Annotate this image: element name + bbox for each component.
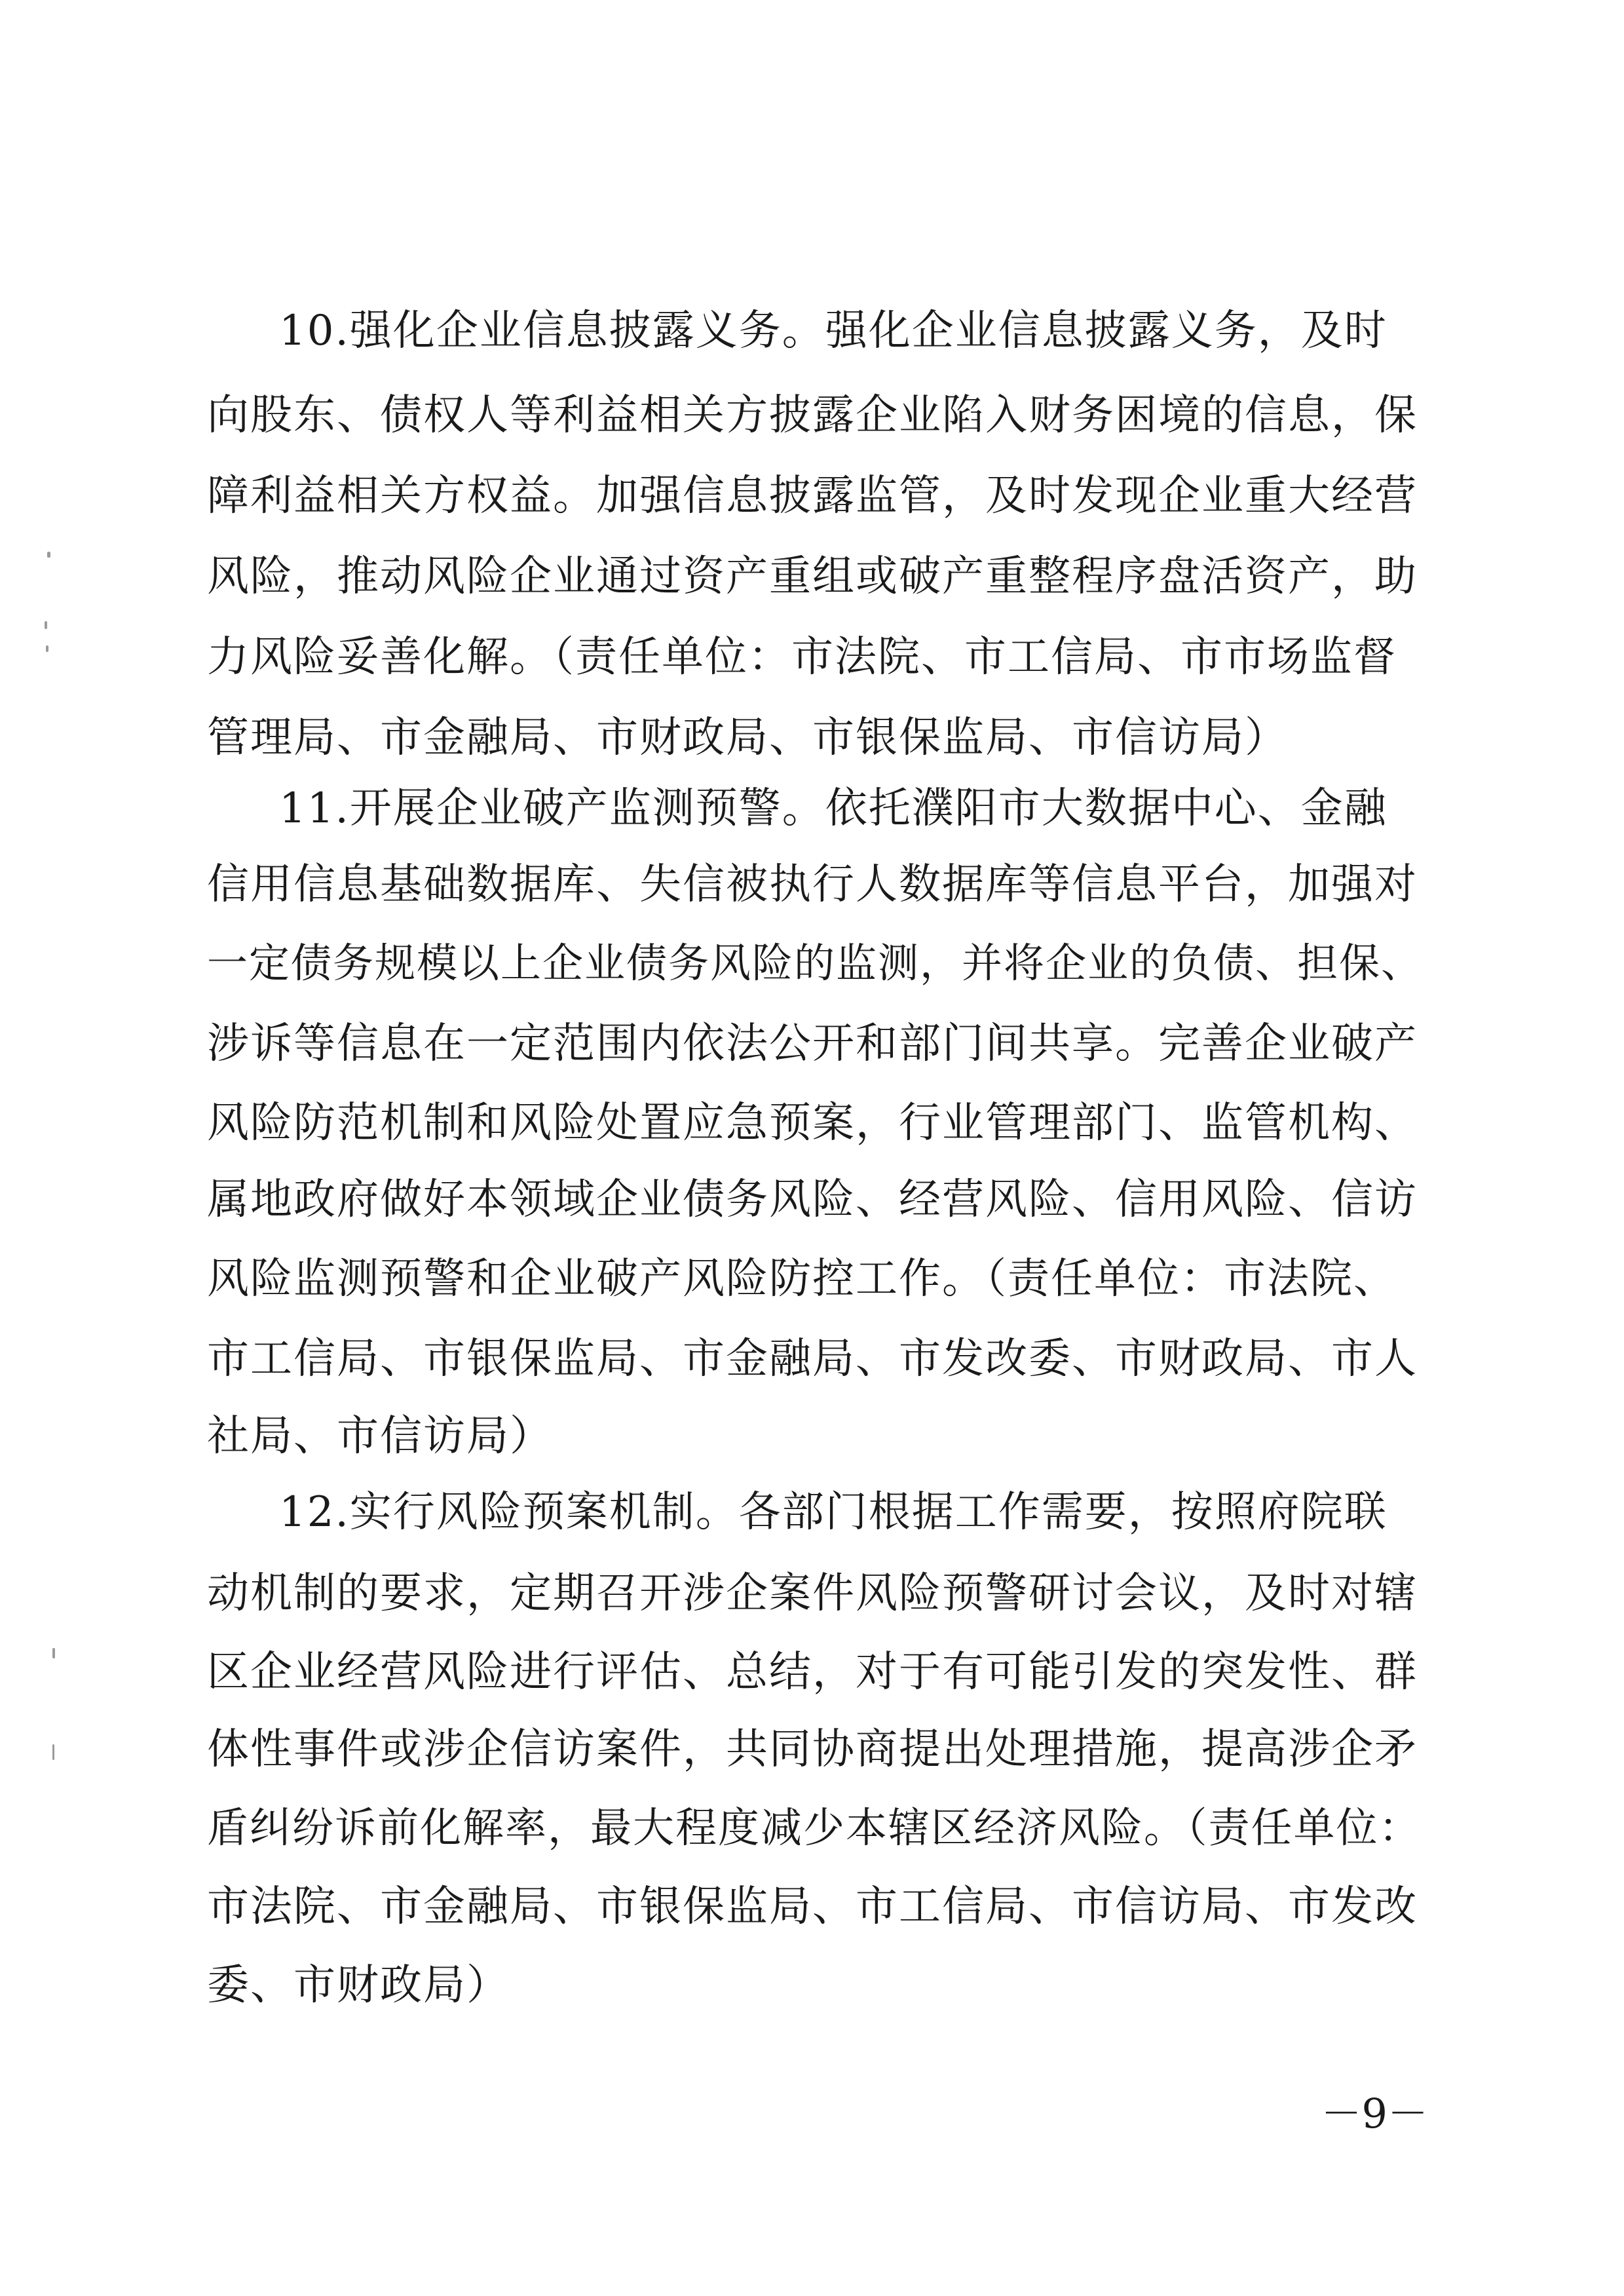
text-line: 市工信局、市银保监局、市金融局、市发改委、市财政局、市人 — [207, 1335, 1418, 1383]
text-line: 市法院、市金融局、市银保监局、市工信局、市信访局、市发改 — [207, 1883, 1418, 1931]
text-line: 10.强化企业信息披露义务。强化企业信息披露义务，及时 — [279, 307, 1388, 355]
text-line: 一定债务规模以上企业债务风险的监测，并将企业的负债、担保、 — [207, 939, 1424, 987]
text-line: 盾纠纷诉前化解率，最大程度减少本辖区经济风险。（责任单位： — [207, 1804, 1422, 1852]
scan-speck — [45, 621, 47, 629]
text-line: 风险，推动风险企业通过资产重组或破产重整程序盘活资产，助 — [207, 552, 1418, 601]
text-line: 风险防范机制和风险处置应急预案，行业管理部门、监管机构、 — [207, 1099, 1418, 1147]
scan-speck — [47, 552, 50, 558]
text-line: 社局、市信访局） — [207, 1412, 553, 1461]
text-line: 障利益相关方权益。加强信息披露监管，及时发现企业重大经营 — [207, 472, 1418, 520]
text-line: 12.实行风险预案机制。各部门根据工作需要，按照府院联 — [279, 1488, 1388, 1537]
scan-speck — [46, 645, 48, 652]
text-line: 体性事件或涉企信访案件，共同协商提出处理措施，提高涉企矛 — [207, 1725, 1418, 1774]
text-line: 委、市财政局） — [207, 1961, 510, 2010]
text-line: 力风险妥善化解。（责任单位：市法院、市工信局、市市场监督 — [207, 633, 1397, 681]
page-number: －9－ — [1321, 2090, 1428, 2137]
text-line: 向股东、债权人等利益相关方披露企业陷入财务困境的信息，保 — [207, 391, 1418, 440]
text-line: 风险监测预警和企业破产风险防控工作。（责任单位：市法院、 — [207, 1255, 1397, 1303]
text-line: 涉诉等信息在一定范围内依法公开和部门间共享。完善企业破产 — [207, 1020, 1418, 1068]
scan-speck — [52, 1648, 55, 1658]
text-line: 动机制的要求，定期召开涉企案件风险预警研讨会议，及时对辖 — [207, 1569, 1418, 1618]
scan-speck — [52, 1744, 54, 1760]
text-line: 区企业经营风险进行评估、总结，对于有可能引发的突发性、群 — [207, 1648, 1418, 1696]
text-line: 属地政府做好本领域企业债务风险、经营风险、信用风险、信访 — [207, 1176, 1418, 1224]
text-line: 信用信息基础数据库、失信被执行人数据库等信息平台，加强对 — [207, 860, 1418, 909]
text-line: 管理局、市金融局、市财政局、市银保监局、市信访局） — [207, 714, 1288, 762]
text-line: 11.开展企业破产监测预警。依托濮阳市大数据中心、金融 — [279, 784, 1388, 833]
